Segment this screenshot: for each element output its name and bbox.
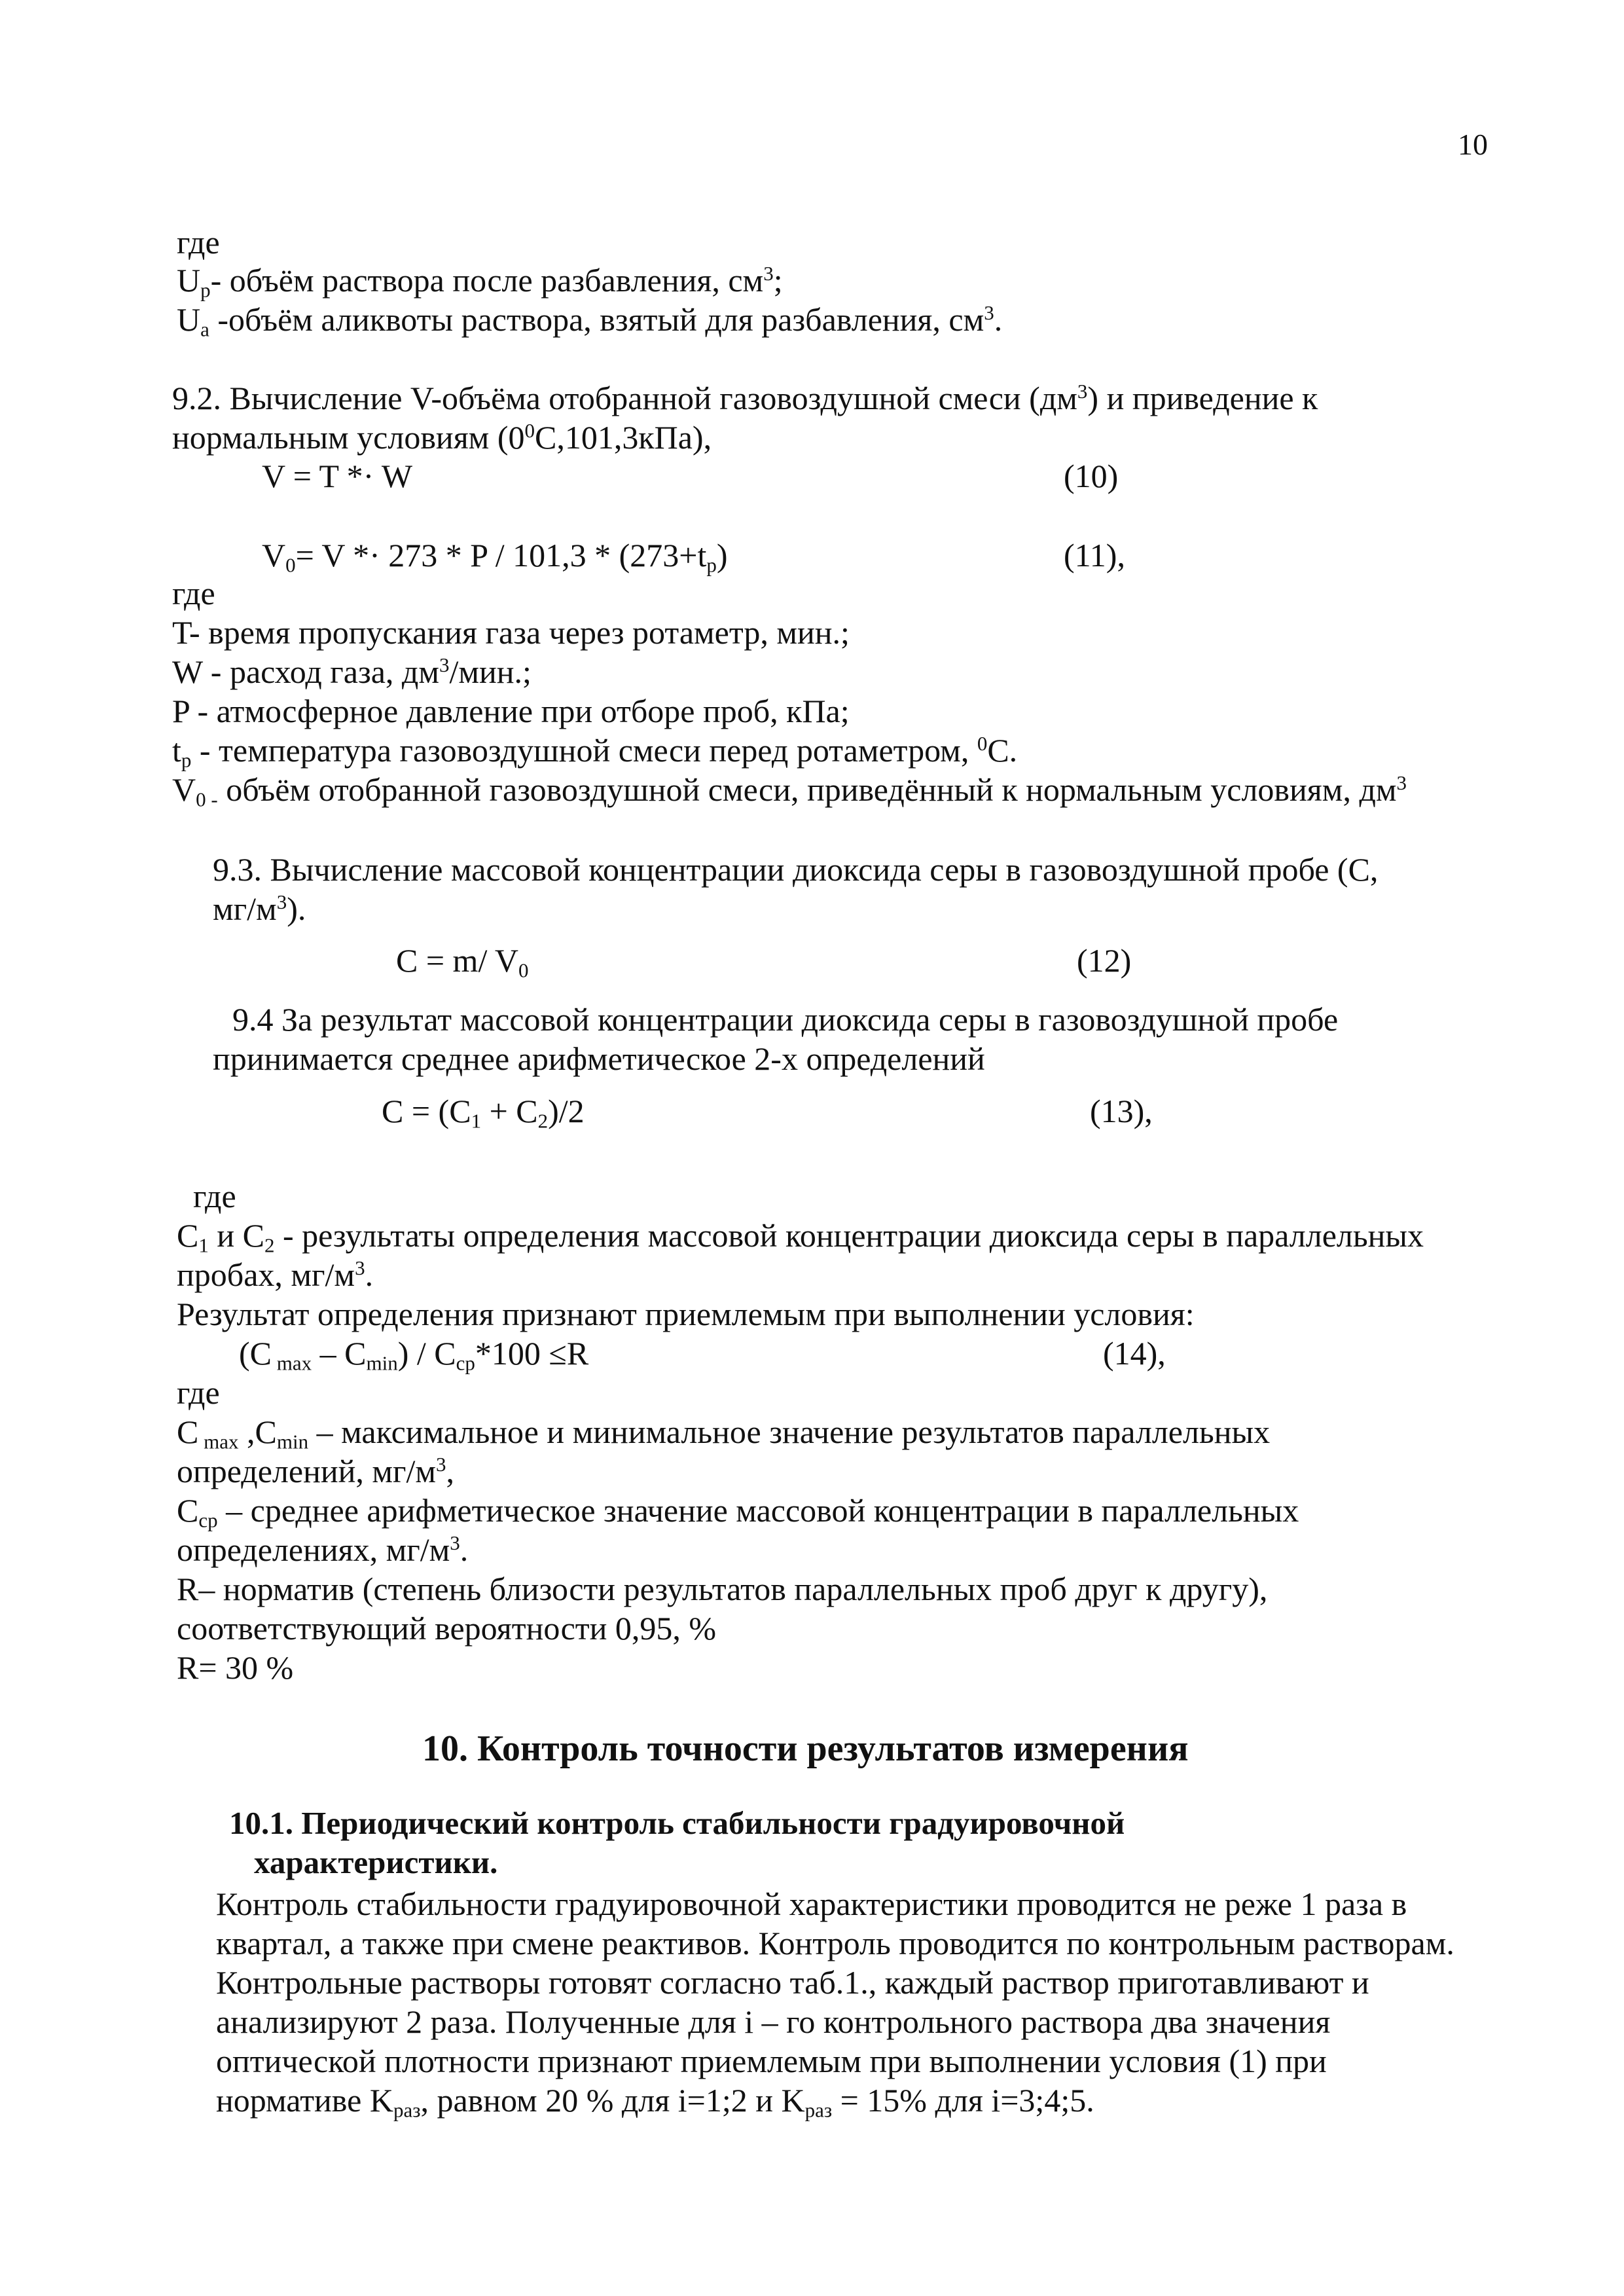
t-definition: T- время пропускания газа через ротаметр, мин.; bbox=[172, 614, 850, 651]
cmax-cmin-definition: C $_{max}$ $,C_{min}$ – максимальное и минимальное значение результатов параллельных bbox=[177, 1413, 1271, 1453]
ua-definition: $U_a$ -объём аликвоты раствора, взятый для разбавления, $см^3$. bbox=[177, 301, 1003, 341]
where-label-4: где bbox=[177, 1374, 220, 1411]
c1-c2-definition-cont: пробах, $мг/м^3$. bbox=[177, 1256, 374, 1293]
subsection-10-1-heading-cont: характеристики. bbox=[254, 1844, 498, 1880]
equation-14-number: (14), bbox=[1103, 1335, 1166, 1372]
acceptance-condition: Результат определения признают приемлемым при выполнении условия: bbox=[177, 1296, 1195, 1332]
equation-11-number: (11), bbox=[1064, 537, 1125, 574]
section-10-paragraph-line5: оптической плотности признают приемлемым при выполнении условия (1) при bbox=[216, 2043, 1327, 2079]
section-10-paragraph-line4: анализируют 2 раза. Полученные для i – го контрольного раствора два значения bbox=[216, 2003, 1331, 2040]
subsection-10-1-heading: 10.1. Периодический контроль стабильности градуировочной bbox=[229, 1805, 1125, 1841]
equation-10: V = T *· W bbox=[262, 458, 413, 494]
section-10-paragraph-line1: Контроль стабильности градуировочной характеристики проводится не реже 1 раза в bbox=[216, 1886, 1407, 1922]
section-10-paragraph-line2: квартал, а также при смене реактивов. Контроль проводится по контрольным растворам. bbox=[216, 1925, 1454, 1961]
equation-14: (C $_{max} - C_{min}) / C_{cp}*100 \le R$ bbox=[239, 1335, 589, 1375]
v0-definition: $V_{0 -}$ объём отобранной газовоздушной смеси, приведённый к нормальным условиям, $дм^3$ bbox=[172, 771, 1407, 811]
equation-12: C = m/ $V_0$ bbox=[396, 942, 529, 982]
tp-definition: $t_p$ - температура газовоздушной смеси перед ротаметром, $^0$С. bbox=[172, 731, 1018, 772]
p-definition: P - атмосферное давление при отборе проб, кПа; bbox=[172, 693, 850, 729]
section-9-4-line2: принимается среднее арифметическое 2-х определений bbox=[213, 1040, 985, 1077]
equation-11: $V_0= V *\cdot 273 * P / 101,3 * (273+t_p)$ bbox=[262, 537, 728, 577]
c1-c2-definition: $C_1$ и $C_2$ - результаты определения массовой концентрации диоксида серы в параллельных bbox=[177, 1217, 1424, 1257]
where-label-3: где bbox=[193, 1178, 236, 1214]
section-9-2-line1: 9.2. Вычисление V-объёма отобранной газовоздушной смеси $(дм^3)$ и приведение к bbox=[172, 379, 1318, 416]
equation-12-number: (12) bbox=[1077, 942, 1132, 979]
section-9-3-line1: 9.3. Вычисление массовой концентрации диоксида серы в газовоздушной пробе (С, bbox=[213, 851, 1379, 888]
section-10-paragraph-line6: нормативе $K_{раз}$, равном 20 % для i=1;2 и $K_{раз} = 15\%$ для i=3;4;5. bbox=[216, 2082, 1094, 2122]
section-10-paragraph-line3: Контрольные растворы готовят согласно таб.1., каждый раствор приготавливают и bbox=[216, 1964, 1369, 2001]
section-9-2-line2: нормальным условиям $(0^0С,101,3кПа)$, bbox=[172, 418, 712, 456]
equation-13-number: (13), bbox=[1090, 1093, 1153, 1129]
section-9-4-line1: 9.4 За результат массовой концентрации диоксида серы в газовоздушной пробе bbox=[232, 1001, 1339, 1038]
r-value: R= 30 % bbox=[177, 1649, 294, 1686]
equation-10-number: (10) bbox=[1064, 458, 1119, 494]
where-label-2: где bbox=[172, 575, 215, 611]
section-10-heading: 10. Контроль точности результатов измерения bbox=[422, 1728, 1189, 1769]
section-9-3-line2: $мг/м^3$). bbox=[213, 890, 306, 927]
ccp-definition: $C_{cp}$ – среднее арифметическое значение массовой концентрации в параллельных bbox=[177, 1492, 1299, 1532]
ccp-definition-cont: определениях, $мг/м^3$. bbox=[177, 1531, 469, 1568]
cmax-cmin-definition-cont: определений, $мг/м^3$, bbox=[177, 1452, 455, 1489]
up-definition: $U_p-$ объём раствора после разбавления, $см^3$; bbox=[177, 261, 783, 302]
r-definition-cont: соответствующий вероятности 0,95, % bbox=[177, 1610, 717, 1647]
equation-13: $C = (C_1 + C_2)/2$ bbox=[382, 1093, 585, 1133]
r-definition: R– норматив (степень близости результатов параллельных проб друг к другу), bbox=[177, 1571, 1268, 1607]
where-label: где bbox=[177, 224, 220, 261]
w-definition: W - расход газа, $дм^3$/мин.; bbox=[172, 653, 532, 690]
page-number: 10 bbox=[1458, 128, 1488, 161]
